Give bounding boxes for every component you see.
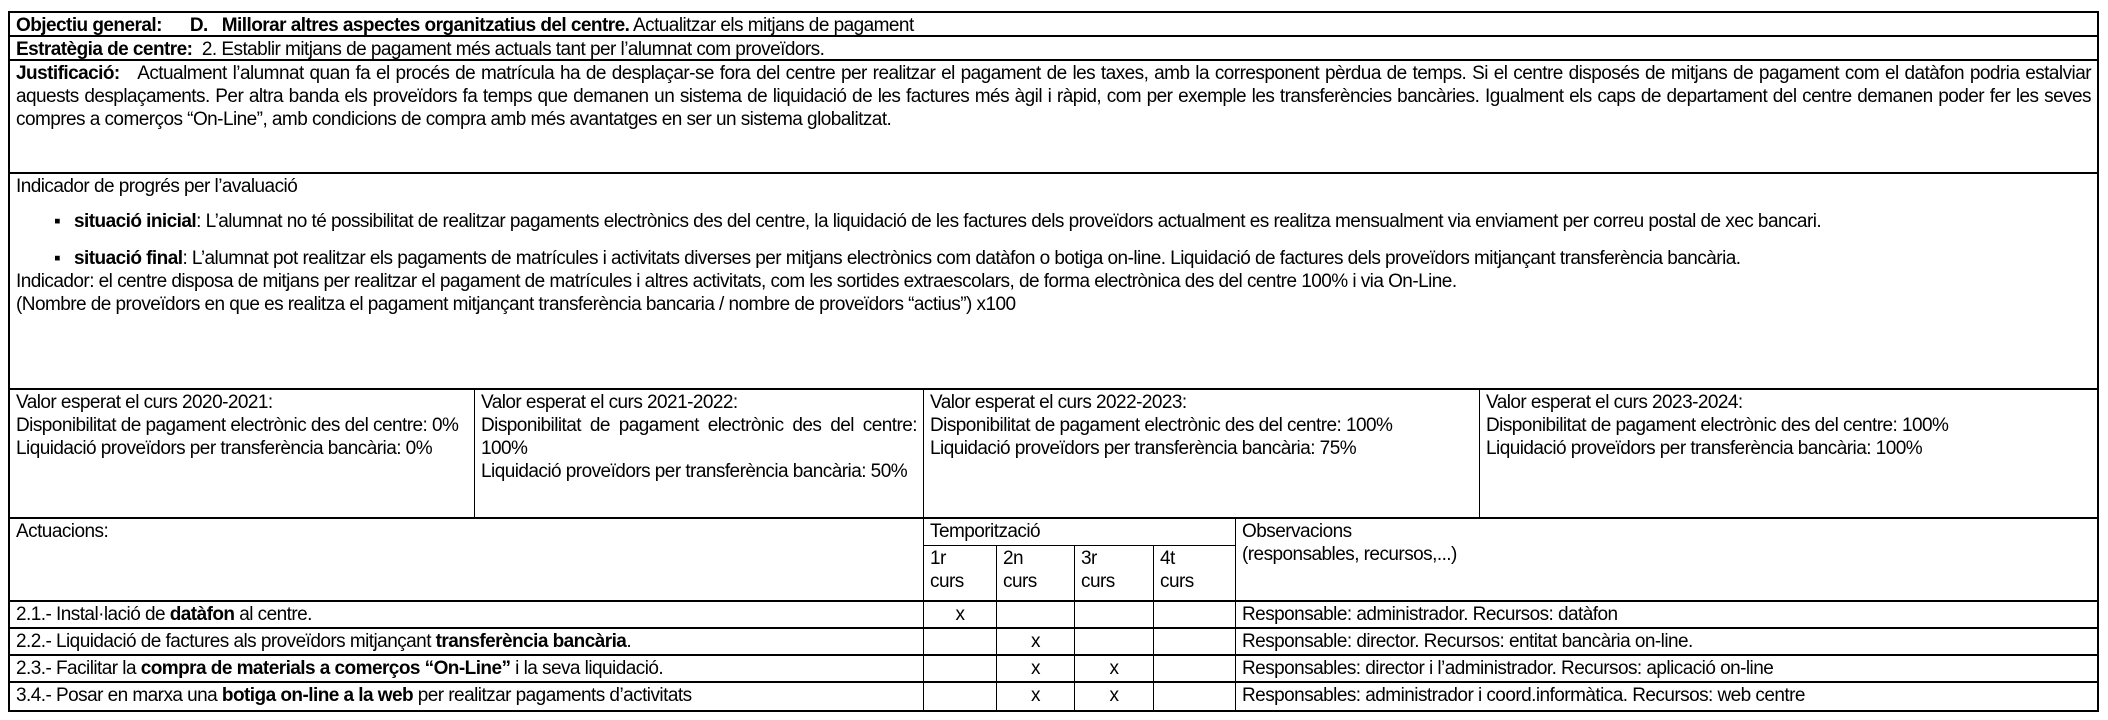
valor-2022-2023 (924, 390, 1480, 517)
observacions-header (1236, 519, 2097, 600)
objectiu-code: D. (189, 15, 208, 36)
bullet-icon: ▪ (54, 248, 61, 269)
temporitzacio-label: Temporització (924, 519, 1235, 546)
situacio-inicial-text: : L’alumnat no té possibilitat de realitzar pagaments electrònics des del centre, la liquidació de les factures dels proveïdors actualment es realitza mensualment via enviament per correu postal de xec bancari. (196, 211, 1822, 232)
actuacio-description: 2.3.- Facilitar la compra de materials a comerços “On-Line” i la seva liquidació. (10, 656, 924, 681)
estrategia-row (10, 37, 2097, 61)
curs-3r: 3r curs (1075, 546, 1154, 603)
temporitzacio-header (924, 519, 1236, 600)
indicador-formula: (Nombre de proveïdors en que es realitza el pagament mitjançant transferència bancaria / nombre de proveïdors “actius”) x100 (16, 294, 1016, 315)
curs-mark (1154, 683, 1236, 710)
valor-disponibilitat: Disponibilitat de pagament electrònic des del centre: 100% (930, 415, 1393, 436)
valor-title: Valor esperat el curs 2021-2022: (481, 392, 738, 413)
valor-disponibilitat: Disponibilitat de pagament electrònic des del centre: 100% (481, 415, 917, 459)
curs-4t: 4t curs (1160, 548, 1194, 592)
situacio-final-label: situació final (74, 248, 183, 269)
observacions-title: Observacions (1242, 521, 1352, 542)
valors-row (10, 390, 2097, 519)
valor-2020-2021 (10, 390, 475, 517)
actuacio-description: 3.4.- Posar en marxa una botiga on-line a la web per realitzar pagaments d’activitats (10, 683, 924, 710)
plan-table (8, 11, 2099, 712)
valor-title: Valor esperat el curs 2023-2024: (1486, 392, 1743, 413)
valor-liquidacio: Liquidació proveïdors per transferència bancària: 50% (481, 461, 908, 482)
valor-liquidacio: Liquidació proveïdors per transferència bancària: 0% (16, 438, 433, 459)
actuacio-row (10, 629, 2097, 656)
valor-liquidacio: Liquidació proveïdors per transferència bancària: 100% (1486, 438, 1923, 459)
actuacions-header: Actuacions: (10, 519, 924, 600)
curs-mark: x (924, 602, 997, 627)
valor-liquidacio: Liquidació proveïdors per transferència bancària: 75% (930, 438, 1357, 459)
curs-mark: x (997, 683, 1075, 710)
curs-mark: x (997, 656, 1075, 681)
objectiu-row (10, 13, 2097, 37)
curs-mark (1154, 602, 1236, 627)
actuacions-header-row (10, 519, 2097, 602)
valor-disponibilitat: Disponibilitat de pagament electrònic des del centre: 0% (16, 415, 459, 436)
curs-mark (1075, 602, 1154, 627)
curs-mark (997, 602, 1075, 627)
actuacio-description: 2.1.- Instal·lació de datàfon al centre. (10, 602, 924, 627)
observacions-subtitle: (responsables, recursos,...) (1242, 544, 1457, 565)
actuacio-observacions: Responsables: administrador i coord.informàtica. Recursos: web centre (1242, 685, 1805, 706)
curs-mark (1075, 629, 1154, 654)
actuacio-description: 2.2.- Liquidació de factures als proveïdors mitjançant transferència bancària. (10, 629, 924, 654)
indicador-row (10, 174, 2097, 390)
curs-1r: 1r curs (924, 546, 997, 603)
curs-mark: x (1075, 656, 1154, 681)
objectiu-title: Millorar altres aspectes organitzatius del centre. (221, 15, 630, 36)
actuacio-observacions: Responsable: administrador. Recursos: datàfon (1242, 604, 1618, 625)
actuacio-row (10, 656, 2097, 683)
estrategia-label: Estratègia de centre: (16, 39, 193, 60)
actuacio-observacions: Responsable: director. Recursos: entitat bancària on-line. (1242, 631, 1693, 652)
objectiu-label: Objectiu general: (16, 15, 162, 36)
justificacio-label: Justificació: (16, 63, 120, 84)
valor-title: Valor esperat el curs 2022-2023: (930, 392, 1187, 413)
estrategia-text: 2. Establir mitjans de pagament més actuals tant per l’alumnat com proveïdors. (201, 39, 825, 60)
valor-disponibilitat: Disponibilitat de pagament electrònic des del centre: 100% (1486, 415, 1949, 436)
curs-mark (924, 629, 997, 654)
valor-2023-2024 (1480, 390, 2097, 517)
valor-2021-2022 (475, 390, 924, 517)
bullet-icon: ▪ (54, 211, 61, 232)
curs-mark: x (1075, 683, 1154, 710)
objectiu-text: Actualitzar els mitjans de pagament (629, 15, 914, 36)
curs-mark (924, 656, 997, 681)
curs-mark (1154, 629, 1236, 654)
indicador-line: Indicador: el centre disposa de mitjans per realitzar el pagament de matrícules i altres activitats, com les sortides extraescolars, de forma electrònica des del centre 100% i via On-Line. (16, 271, 1457, 292)
situacio-inicial-label: situació inicial (74, 211, 197, 232)
bullet-inicial (16, 210, 2091, 233)
curs-mark: x (997, 629, 1075, 654)
bullet-final (16, 247, 2091, 270)
situacio-final-text: : L’alumnat pot realitzar els pagaments de matrícules i activitats diverses per mitjans electrònics com datàfon o botiga on-line. Liquidació de factures dels proveïdors mitjançant transferència bancària. (182, 248, 1741, 269)
indicador-title: Indicador de progrés per l’avaluació (16, 176, 298, 197)
actuacio-observacions: Responsables: director i l’administrador. Recursos: aplicació on-line (1242, 658, 1774, 679)
curs-mark (924, 683, 997, 710)
actuacio-row (10, 683, 2097, 710)
justificacio-text: Actualment l’alumnat quan fa el procés de matrícula ha de desplaçar-se fora del centre per realitzar el pagament de les taxes, amb la corresponent pèrdua de temps. Si el centre disposés de mitjans de pagament com el datàfon podria estalviar aquests desplaçaments. Per altra banda els proveïdors fa temps que demanen un sistema de liquidació de les factures més àgil i ràpid, com per exemple les transferències bancàries. Igualment els caps de departament del centre demanen poder fer les seves compres a comerços “On-Line”, amb condicions de compra amb més avantatges en ser un sistema globalitzat. (16, 63, 2091, 130)
curs-mark (1154, 656, 1236, 681)
justificacio-row (10, 61, 2097, 174)
valor-title: Valor esperat el curs 2020-2021: (16, 392, 273, 413)
actuacio-row (10, 602, 2097, 629)
curs-2n: 2n curs (997, 546, 1075, 603)
